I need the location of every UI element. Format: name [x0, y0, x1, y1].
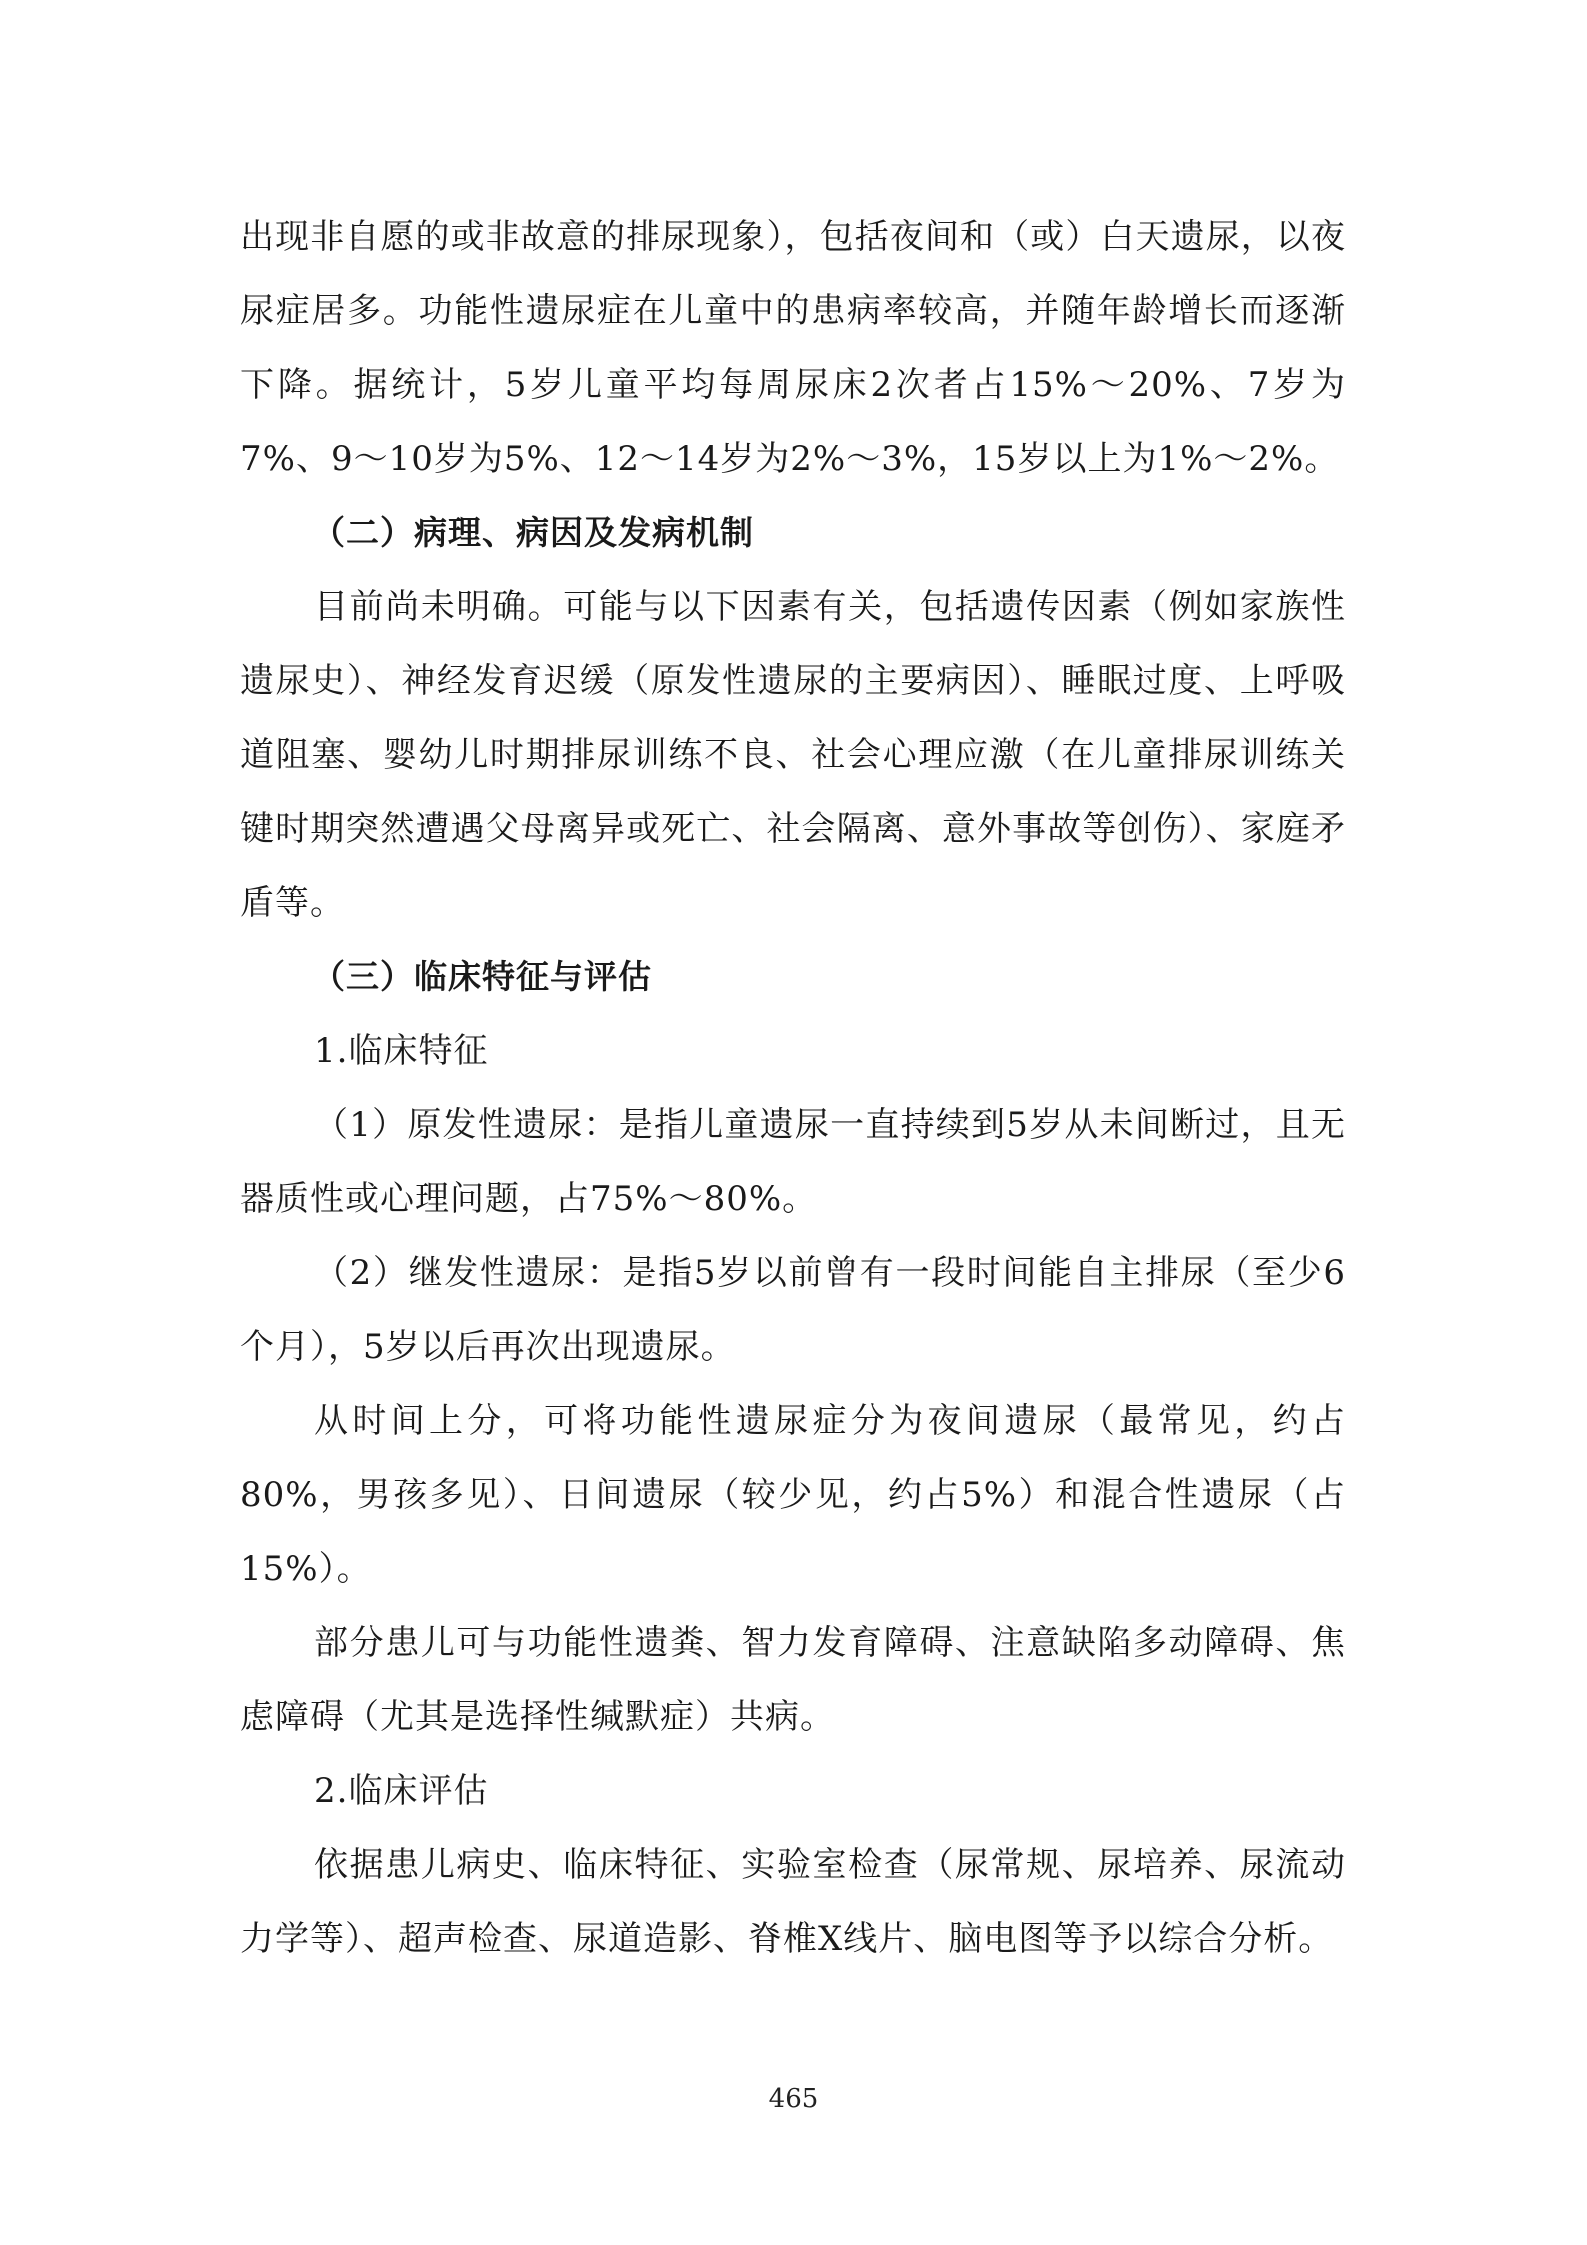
paragraph-etiology: 目前尚未明确。可能与以下因素有关，包括遗传因素（例如家族性遗尿史）、神经发育迟缓（原发性遗尿的主要病因）、睡眠过度、上呼吸道阻塞、婴幼儿时期排尿训练不良、社会心理应激（在儿童排尿训练关键时期突然遭遇父母离异或死亡、社会隔离、意外事故等创伤）、家庭矛盾等。: [240, 587, 1346, 923]
subheading-clinical-features: 1.临床特征: [314, 1031, 489, 1071]
paragraph-assessment: 依据患儿病史、临床特征、实验室检查（尿常规、尿培养、尿流动力学等）、超声检查、尿道造影、脊椎X线片、脑电图等予以综合分析。: [240, 1845, 1346, 1959]
paragraph-primary-enuresis: （1）原发性遗尿：是指儿童遗尿一直持续到5岁从未间断过，且无器质性或心理问题，占75%～80%。: [240, 1105, 1346, 1219]
subheading-clinical-assessment: 2.临床评估: [314, 1771, 489, 1811]
section-heading-clinical: （三）临床特征与评估: [312, 957, 652, 996]
document-body: [240, 200, 1346, 1976]
paragraph-secondary-enuresis: （2）继发性遗尿：是指5岁以前曾有一段时间能自主排尿（至少6个月），5岁以后再次出现遗尿。: [240, 1253, 1346, 1367]
page-number: 465: [768, 2084, 819, 2114]
paragraph-intro-continued: 出现非自愿的或非故意的排尿现象），包括夜间和（或）白天遗尿，以夜尿症居多。功能性遗尿症在儿童中的患病率较高，并随年龄增长而逐渐下降。据统计，5岁儿童平均每周尿床2次者占15%～20%、7岁为7%、9～10岁为5%、12～14岁为2%～3%，15岁以上为1%～2%。: [240, 217, 1346, 479]
paragraph-time-classification: 从时间上分，可将功能性遗尿症分为夜间遗尿（最常见，约占80%，男孩多见）、日间遗尿（较少见，约占5%）和混合性遗尿（占15%）。: [240, 1401, 1346, 1589]
paragraph-comorbidity: 部分患儿可与功能性遗粪、智力发育障碍、注意缺陷多动障碍、焦虑障碍（尤其是选择性缄默症）共病。: [240, 1623, 1346, 1737]
section-heading-pathology: （二）病理、病因及发病机制: [312, 513, 754, 552]
